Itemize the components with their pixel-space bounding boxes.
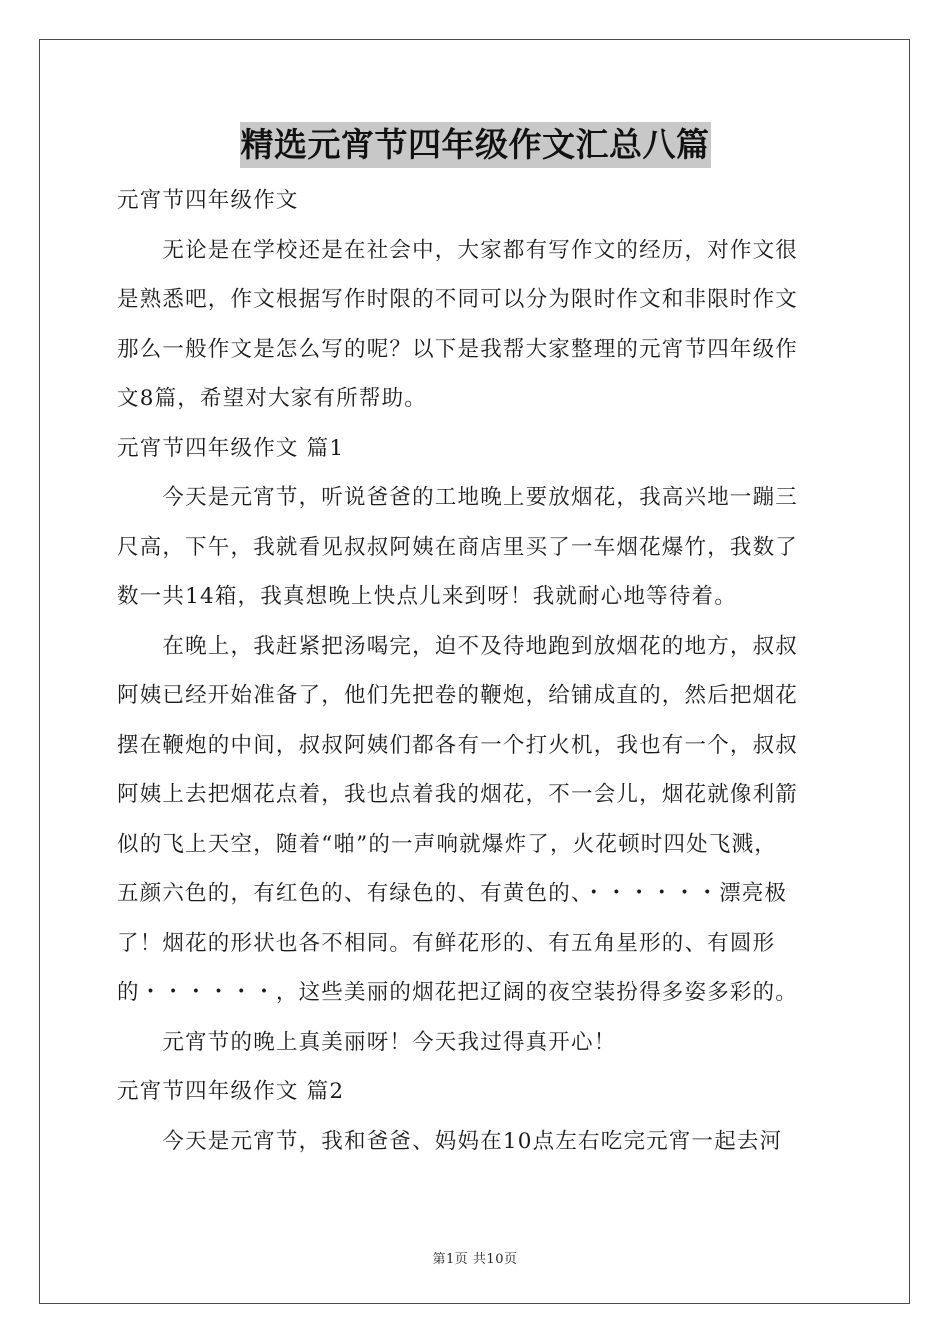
section-heading: 元宵节四年级作文 篇2 — [117, 1079, 345, 1104]
text-line: 元宵节四年级作文 — [117, 188, 299, 213]
text-line: 尺高，下午，我就看见叔叔阿姨在商店里买了一车烟花爆竹，我数了 — [117, 534, 799, 560]
text-line: 今天是元宵节，我和爸爸、妈妈在10点左右吃完元宵一起去河 — [117, 1128, 783, 1154]
text-line: 今天是元宵节，听说爸爸的工地晚上要放烟花，我高兴地一蹦三 — [117, 485, 799, 510]
text-line: 摆在鞭炮的中间，叔叔阿姨们都各有一个打火机，我也有一个，叔叔 — [117, 732, 799, 758]
text-line: 的・・・・・・，这些美丽的烟花把辽阔的夜空装扮得多姿多彩的。 — [117, 980, 799, 1005]
text-line: 数一共14箱，我真想晚上快点儿来到呀！我就耐心地等待着。 — [117, 584, 737, 609]
section-heading: 元宵节四年级作文 篇1 — [117, 435, 345, 461]
title-container — [0, 122, 950, 168]
document-title: 精选元宵节四年级作文汇总八篇 — [240, 122, 711, 168]
text-line: 似的飞上天空，随着“啪”的一声响就爆炸了，火花顿时四处飞溅， — [117, 831, 777, 857]
text-line: 了！烟花的形状也各不相同。有鲜花形的、有五角星形的、有圆形 — [117, 930, 776, 956]
text-line: 阿姨上去把烟花点着，我也点着我的烟花，不一会儿，烟花就像利箭 — [117, 782, 799, 807]
text-line: 在晚上，我赶紧把汤喝完，迫不及待地跑到放烟花的地方，叔叔 — [117, 633, 799, 659]
page-footer: 第1页 共10页 — [432, 1252, 518, 1267]
text-line: 元宵节的晚上真美丽呀！今天我过得真开心！ — [117, 1029, 617, 1055]
text-line: 是熟悉吧，作文根据写作时限的不同可以分为限时作文和非限时作文 — [117, 287, 799, 312]
text-line: 阿姨已经开始准备了，他们先把卷的鞭炮，给铺成直的，然后把烟花 — [117, 683, 799, 708]
text-line: 无论是在学校还是在社会中，大家都有写作文的经历，对作文很 — [117, 237, 799, 263]
text-line: 那么一般作文是怎么写的呢？以下是我帮大家整理的元宵节四年级作 — [117, 336, 799, 362]
text-line: 五颜六色的，有红色的、有绿色的、有黄色的、・・・・・・漂亮极 — [117, 881, 788, 906]
text-line: 文8篇，希望对大家有所帮助。 — [117, 386, 427, 411]
body-text — [117, 176, 837, 1166]
